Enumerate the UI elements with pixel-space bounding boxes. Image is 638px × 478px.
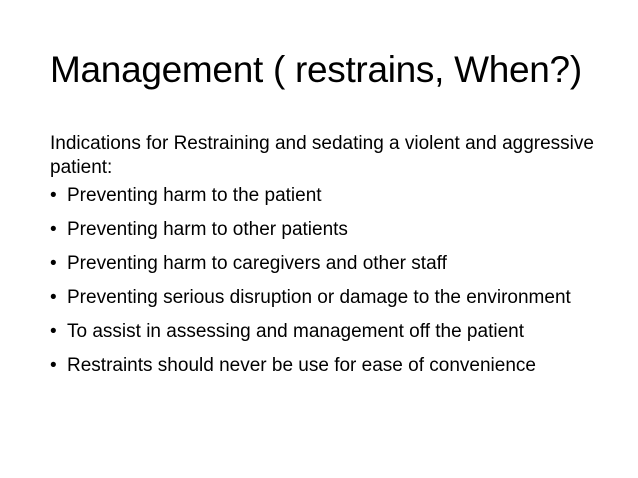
bullet-item — [50, 354, 615, 378]
bullet-text: Preventing harm to other patients — [67, 219, 348, 240]
bullet-item — [50, 218, 615, 242]
bullet-text: Restraints should never be use for ease of convenience — [67, 355, 536, 376]
bullet-dot-icon: • — [50, 219, 57, 240]
bullet-text: To assist in assessing and management off the patient — [67, 321, 524, 342]
bullet-item — [50, 320, 615, 344]
bullet-text: Preventing serious disruption or damage to the environment — [67, 287, 571, 308]
slide-title: Management ( restrains, When?) — [50, 49, 582, 90]
slide-body — [50, 132, 615, 388]
intro-text: Indications for Restraining and sedating a violent and aggressive patient: — [50, 133, 594, 178]
bullet-item — [50, 252, 615, 276]
bullet-item — [50, 184, 615, 208]
bullet-text: Preventing harm to the patient — [67, 185, 322, 206]
bullet-dot-icon: • — [50, 321, 57, 342]
bullet-item — [50, 286, 615, 310]
bullet-list — [50, 184, 615, 378]
bullet-dot-icon: • — [50, 287, 57, 308]
bullet-text: Preventing harm to caregivers and other staff — [67, 253, 447, 274]
bullet-dot-icon: • — [50, 253, 57, 274]
bullet-dot-icon: • — [50, 185, 57, 206]
bullet-dot-icon: • — [50, 355, 57, 376]
